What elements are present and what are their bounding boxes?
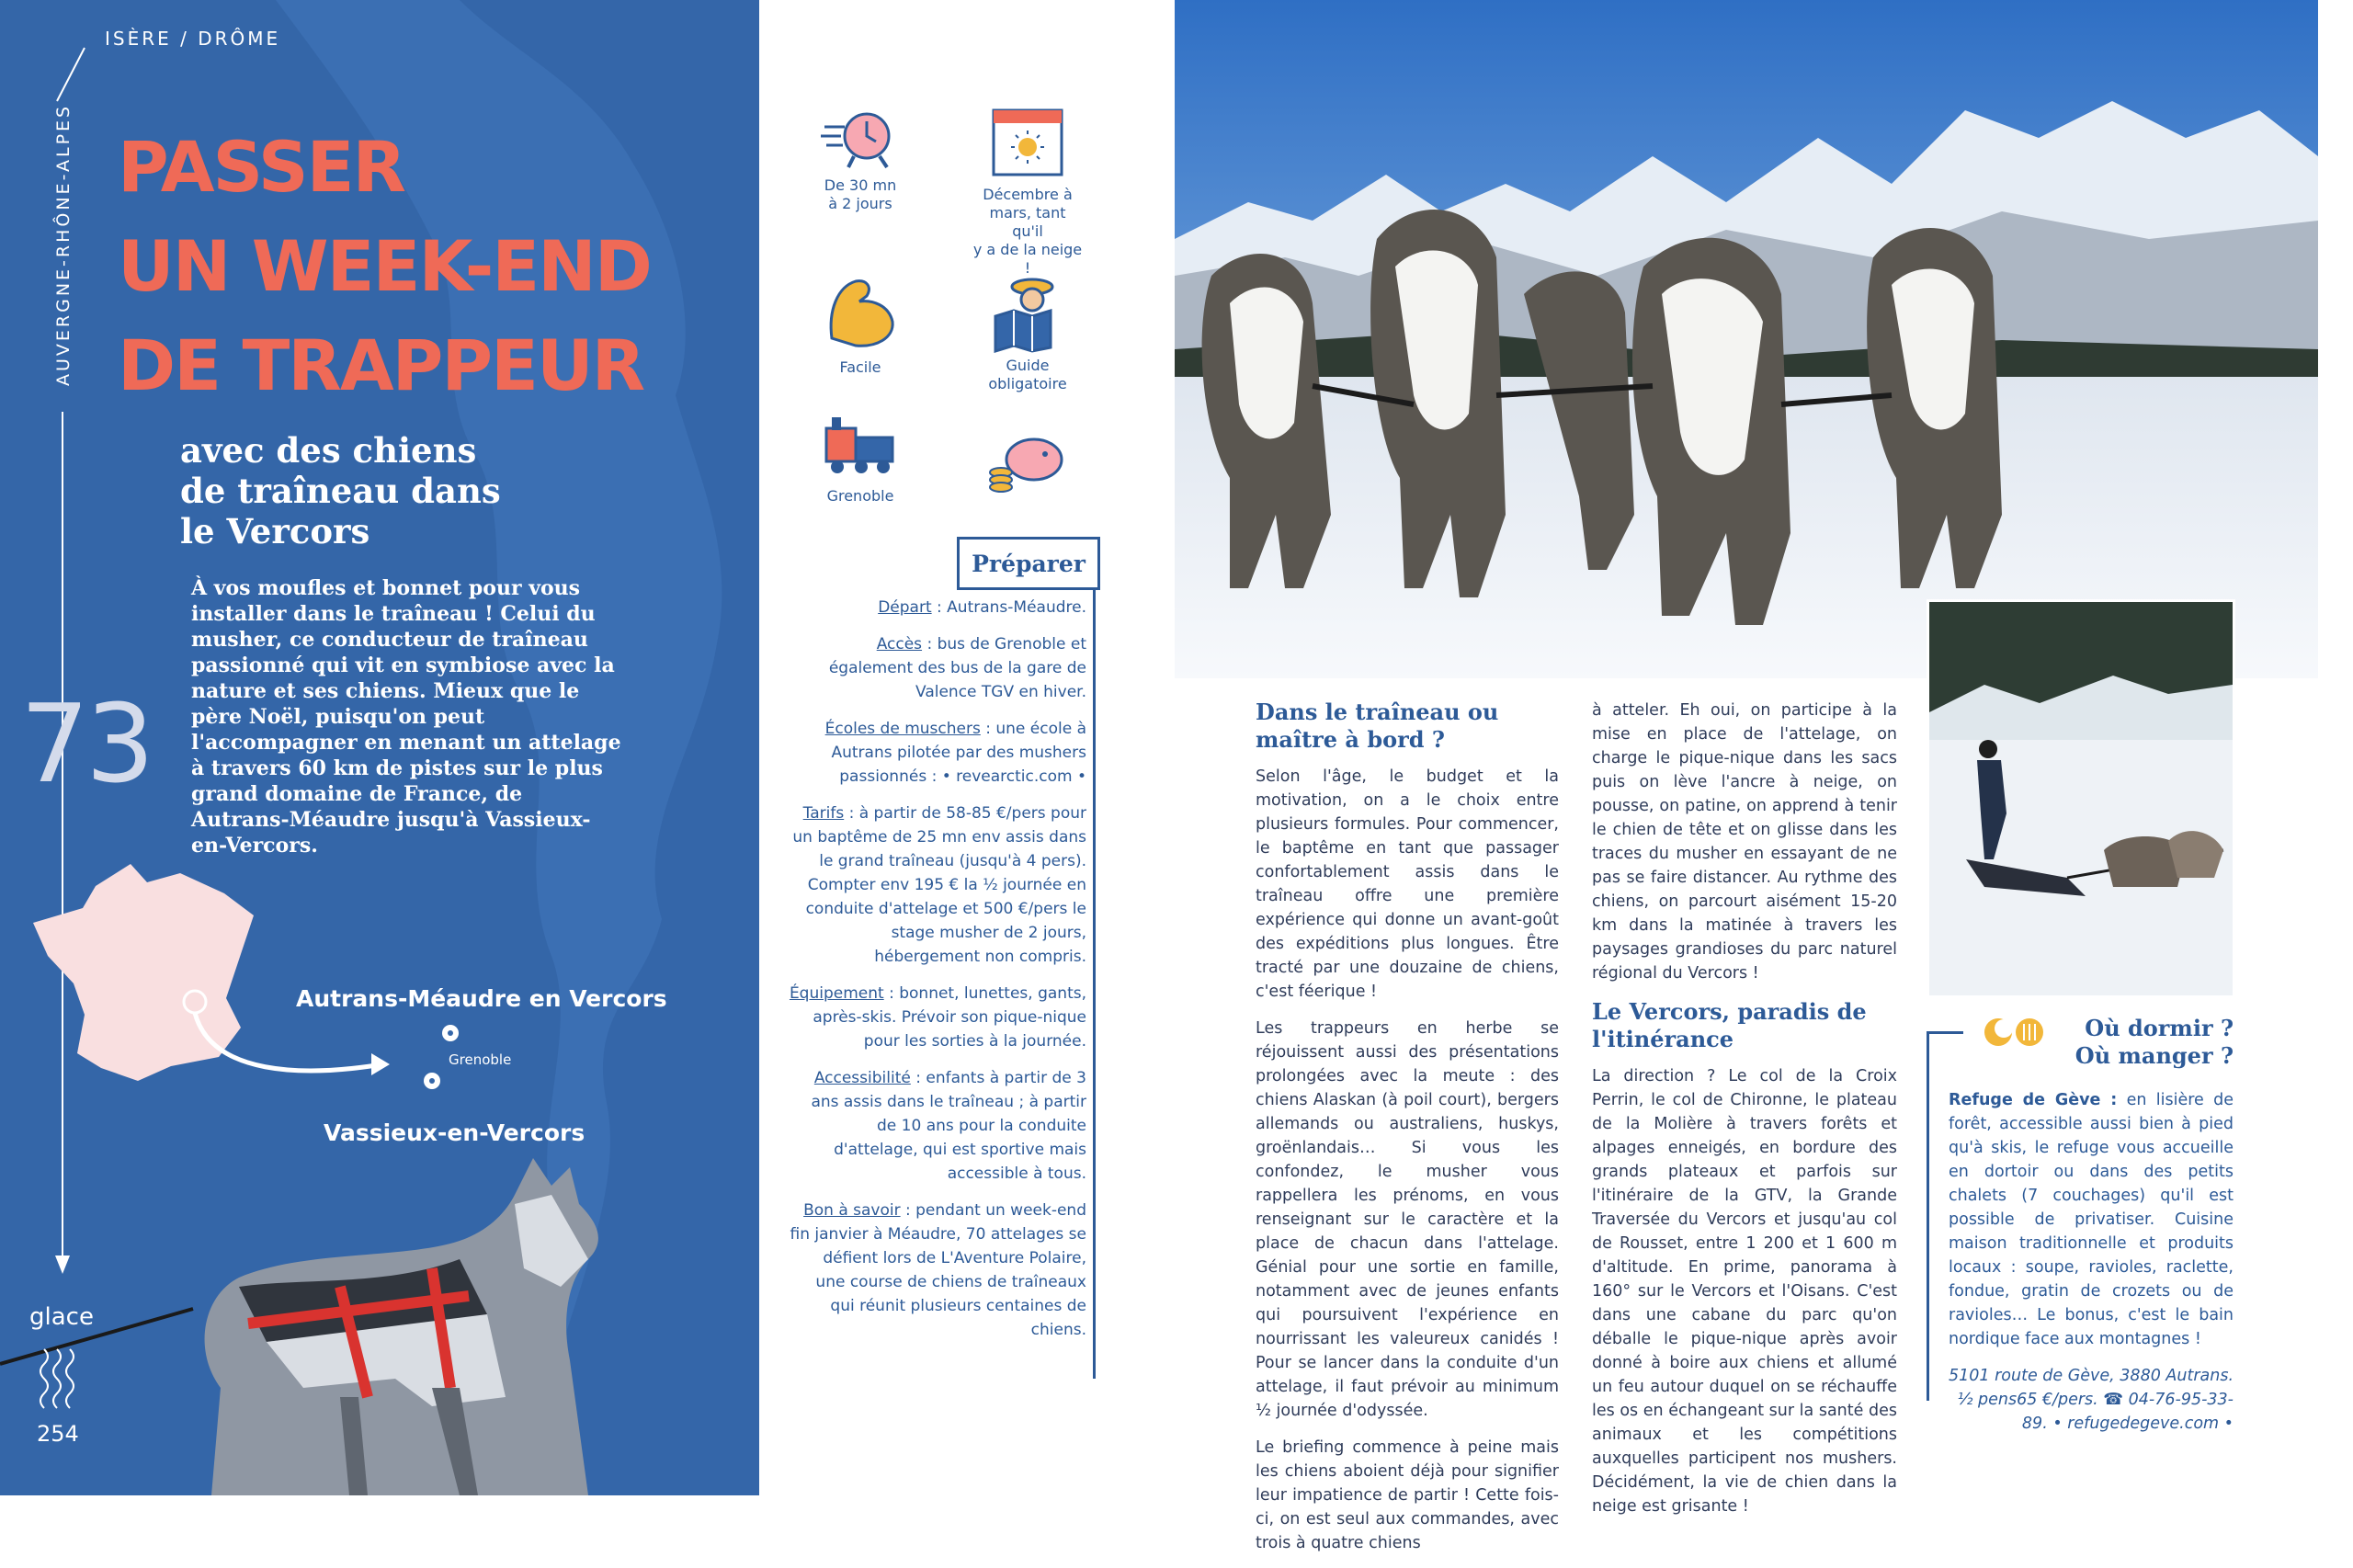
intro-text: À vos moufles et bonnet pour vous installer dans le traîneau ! Celui du musher, ce conducteur de traîneau passionné qui vit en symbiose avec la nature et ses chiens. Mieux que le père Noël, puisqu'on peut l'accompagner en menant un attelage à travers 60 km de pistes sur le plus grand domaine de France, de Autrans-Méaudre jusqu'à Vassieux-en-Vercors.: [191, 576, 621, 858]
activity-number: 73: [20, 680, 152, 807]
prep-item: Équipement : bonnet, lunettes, gants, après-skis. Prévoir son pique-nique pour les sorties à la journée.: [789, 984, 1086, 1051]
prep-item: Départ : Autrans-Méaudre.: [878, 598, 1086, 617]
train-info: Grenoble: [805, 401, 915, 506]
article-column-2: [1592, 699, 1897, 1531]
prep-item: Accessibilité : enfants à partir de 3 ans assis dans le traîneau ; à partir de 10 ans pour la conduite d'attelage, qui est sportive mais accessible à tous.: [811, 1069, 1086, 1183]
left-page: [0, 0, 759, 1495]
title-line: PASSER: [118, 126, 405, 208]
calendar-sun-icon: [986, 105, 1069, 182]
prep-info: [789, 596, 1086, 1355]
article-paragraph: La direction ? Le col de la Croix Perrin, le col de Chironne, le plateau de la Molière à travers forêts et alpages enneigés, en bordure des grands plateaux et parfois sur l'itinéraire de la GTV, la Grande Traversée du Vercors et jusqu'au col de Rousset, entre 1 200 et 1 600 m d'altitude. En prime, panorama à 160° sur le Vercors et l'Oisans. C'est dans une cabane du parc qu'on déballe le pique-nique après avoir donné à boire aux chiens et allumé un feu autour duquel on se réchauffe les os en échangeant sur la santé des animaux et les compétitions auxquelles participent nos mushers. Décidément, la vie de chien dans la neige est grisante !: [1592, 1067, 1897, 1516]
map-label-autrans: Autrans-Méaudre en Vercors: [296, 985, 667, 1012]
article-heading: Dans le traîneau ou maître à bord ?: [1256, 699, 1499, 753]
article-paragraph: Selon l'âge, le budget et la motivation, on a le choix entre plusieurs formules. Pour commencer, le baptême en tant que passager confortablement assis dans le traîneau offre une première expérience qui donne un avant-goût des expéditions plus longues. Être tracté par une douzaine de chiens, c'est féerique !: [1256, 767, 1559, 1001]
sleep-title: Où dormir ? Où manger ?: [2075, 1015, 2234, 1069]
prep-item: Tarifs : à partir de 58-85 €/pers pour un baptême de 25 mn env assis dans le grand traîneau (jusqu'à 4 pers). Compter env 195 € la ½ journée en conduite d'attelage et 500 €/pers le stage musher de 2 jours, hébergement non compris.: [792, 804, 1086, 966]
sleep-rule: [1927, 1031, 1929, 1401]
article-paragraph: Les trappeurs en herbe se réjouissent aussi des présentations prolongées avec la meute : des chiens Alaskan (à poil court), bergers allemands ou australiens, huskys, groënlandais… Si vous les confondez, le musher vous rappellera les prénoms, en vous renseignant sur le caractère et la place de chacun dans l'attelage. Génial pour une sortie en famille, notamment avec de jeunes enfants qui poursuivent l'expérience en nourrissant les valeureux canidés ! Pour se lancer dans la conduite d'un attelage, il faut prévoir au minimum ½ journée d'odyssée.: [1256, 1019, 1559, 1420]
article-paragraph: à atteler. Eh oui, on participe à la mise en place de l'attelage, on charge le pique-nique dans les sacs puis on lève l'ancre à neige, on pousse, on patine, on apprend à tenir le chien de tête et on glisse dans les traces du musher en essayant de ne pas se faire distancer. Au rythme des chiens, on parcourt aisément 15-20 km dans la matinée à travers les paysages grandioses du parc naturel régional du Vercors !: [1592, 701, 1897, 983]
subtitle: avec des chiens de traîneau dans le Vercors: [180, 430, 501, 551]
region-label: ISÈRE / DRÔME: [105, 28, 281, 50]
guide-map-icon: [986, 272, 1069, 353]
map-label-grenoble: Grenoble: [449, 1051, 512, 1068]
title-line: DE TRAPPEUR: [118, 324, 644, 406]
sled-dogs-photo: [1175, 0, 2318, 678]
flexed-arm-icon: [819, 274, 902, 355]
page-number: 254: [37, 1421, 79, 1447]
article-column-1: [1256, 699, 1559, 1568]
page-title: [118, 118, 651, 415]
vertical-region-label: AUVERGNE-RHÔNE-ALPES: [53, 103, 74, 386]
sleep-rule-top: [1927, 1031, 1963, 1034]
difficulty-info: Facile: [805, 274, 915, 377]
article-paragraph: Le briefing commence à peine mais les chiens aboient déjà pour signifier leur impatience de partir ! Cette fois-ci, on est seul aux commandes, avec trois à quatre chiens: [1256, 1438, 1559, 1552]
piggy-bank-icon: [986, 428, 1069, 493]
season-info: Décembre à mars, tant qu'il y a de la neige !: [972, 105, 1083, 278]
refuge-address: 5101 route de Gève, 3880 Autrans. ½ pens65 €/pers. ☎ 04-76-95-33-89. • refugedegeve.com •: [1949, 1367, 2234, 1433]
prep-rule: [1093, 581, 1096, 1379]
map-label-vassieux: Vassieux-en-Vercors: [324, 1119, 585, 1146]
prep-title: Préparer: [957, 537, 1100, 590]
musher-photo: [1927, 599, 2235, 998]
category-tag: glace: [29, 1303, 94, 1331]
guide-info: Guide obligatoire: [972, 272, 1083, 393]
train-icon: [819, 401, 902, 483]
refuge-name: Refuge de Gève :: [1949, 1091, 2118, 1109]
running-clock-icon: [819, 103, 902, 173]
budget-info: [972, 428, 1083, 496]
prep-item: Accès : bus de Grenoble et également des bus de la gare de Valence TGV en hiver.: [828, 635, 1086, 701]
prep-item: Écoles de muschers : une école à Autrans pilotée par des mushers passionnés : • revearctic.com •: [824, 720, 1086, 786]
prep-item: Bon à savoir : pendant un week-end fin janvier à Méaudre, 70 attelages se défient lors de L'Aventure Polaire, une course de chiens de traîneaux qui réunit plusieurs centaines de chiens.: [790, 1201, 1086, 1339]
article-heading: Le Vercors, paradis de l'itinérance: [1592, 998, 1867, 1052]
duration-info: De 30 mn à 2 jours: [805, 103, 915, 213]
sleep-info: Refuge de Gève : en lisière de forêt, accessible aussi bien à pied qu'à skis, le refuge vous accueille en dortoir ou dans des petits chalets (7 couchages) qu'il est possible de privatiser. Cuisine maison traditionnelle et produits locaux : soupe, ravioles, raclette, fondue, gratin de crozets ou de ravioles… Le bonus, c'est le bain nordique face aux montagnes ! 5101 route de Gève, 3880 Autrans. ½ pens65 €/pers. ☎ 04-76-95-33-89. • refugedegeve.com •: [1949, 1088, 2234, 1449]
title-line: UN WEEK-END: [118, 225, 651, 307]
